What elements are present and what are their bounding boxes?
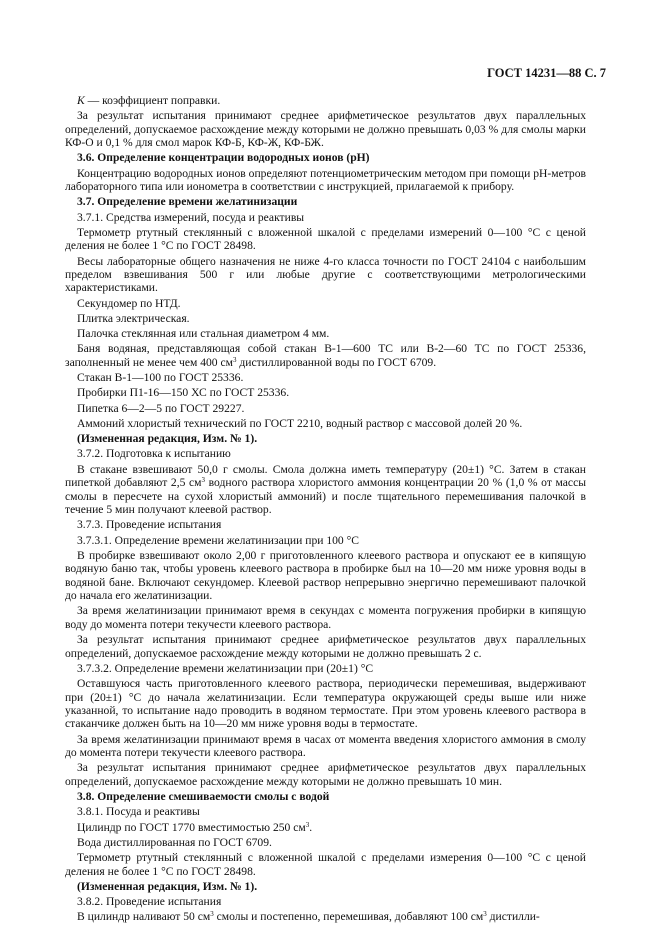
coefficient-text: — коэффициент поправки. (87, 94, 221, 107)
text-part: дистилли- (486, 910, 540, 924)
section-heading-3-7: 3.7. Определение времени желатинизации (77, 195, 298, 209)
paragraph (65, 910, 586, 923)
superscript: 3 (210, 910, 214, 919)
document-body (65, 94, 586, 926)
list-item: Плитка электрическая. (77, 311, 190, 325)
text-part: Цилиндр по ГОСТ 1770 вместимостью 250 см (77, 820, 306, 834)
paragraph (65, 463, 586, 517)
subsection-heading: 3.8.1. Посуда и реактивы (77, 805, 200, 819)
paragraph: Термометр ртутный стеклянный с вложенной шкалой с пределами измерения 0—100 °С с ценой деления не более 1 °С по ГОСТ 28498. (65, 851, 586, 878)
text-part: В стакане взвешивают 50,0 г смолы. Смола должна иметь температуру (20±1) °С. Затем в стакан пипеткой добавляют 2,5 см (65, 462, 586, 490)
paragraph: Оставшуюся часть приготовленного клеевого раствора, периодически перемешивая, выдерживают при (20±1) °С до начала желатинизации. Если температура окружающей среды выше или ниже указанной, то испытание надо проводить в водяном термостате. При этом уровень клеевого раствора в стаканчике должен быть на 10—20 мм ниже уровня воды в термостате. (65, 677, 586, 731)
subsection-heading: 3.7.1. Средства измерений, посуда и реактивы (77, 210, 305, 224)
superscript: 3 (232, 355, 237, 364)
subsection-heading: 3.7.3. Проведение испытания (77, 518, 222, 532)
list-item: Вода дистиллированная по ГОСТ 6709. (77, 835, 272, 849)
paragraph: За время желатинизации принимают время в часах от момента введения хлористого аммония в смолу до момента потери текучести клеевого раствора. (65, 732, 586, 760)
section-heading-3-6: 3.6. Определение концентрации водородных ионов (рН) (77, 151, 370, 165)
text-part: смолы и постепенно, перемешивая, добавляют 100 см (213, 910, 484, 924)
text-part: В цилиндр наливают 50 см (77, 910, 211, 924)
list-item: Палочка стеклянная или стальная диаметром 4 мм. (77, 327, 330, 341)
variable-k: K (77, 94, 85, 107)
text-part: Баня водяная, представляющая собой стакан В-1—600 ТС или В-2—60 ТС по ГОСТ 25336, заполненный не менее чем 400 см (65, 342, 586, 369)
text-part: водного раствора хлористого аммония концентрации 20 % (1,0 % от массы смолы в пересчете на сухой хлористый аммоний) и после тщательного перемешивания палочкой в течение 5 мин получают клеевой раствор. (65, 476, 587, 517)
subsection-heading: 3.7.2. Подготовка к испытанию (77, 447, 231, 461)
section-heading-3-8: 3.8. Определение смешиваемости смолы с водой (77, 790, 330, 804)
subsection-heading: 3.8.2. Проведение испытания (77, 895, 222, 909)
superscript: 3 (201, 476, 206, 485)
paragraph: За время желатинизации принимают время в секундах с момента погружения пробирки в кипящую воду до момента потери текучести клеевого раствора. (65, 604, 586, 631)
list-item (65, 821, 586, 834)
paragraph: Весы лабораторные общего назначения не ниже 4-го класса точности по ГОСТ 24104 с наибольшим пределом взвешивания 500 г или любые другие с соответствующими метрологическими характеристиками. (65, 254, 586, 295)
text-part: дистиллированной воды по ГОСТ 6709. (236, 355, 437, 369)
list-item: Пробирки П1-16—150 ХС по ГОСТ 25336. (77, 386, 290, 400)
paragraph: Концентрацию водородных ионов определяют потенциометрическим методом при помощи рН-метров лабораторного типа или ионометра в соответствии с инструкцией, прилагаемой к прибору. (65, 166, 586, 194)
paragraph: За результат испытания принимают среднее арифметическое результатов двух параллельных определений, допускаемое расхождение между которыми не должно превышать 2 с. (65, 633, 586, 660)
text-part: . (309, 820, 313, 834)
paragraph-coefficient (65, 94, 586, 107)
list-item: Пипетка 6—2—5 по ГОСТ 29227. (77, 401, 245, 415)
paragraph: Термометр ртутный стеклянный с вложенной шкалой с пределами измерений 0—100 °С с ценой деления не более 1 °С по ГОСТ 28498. (65, 225, 586, 253)
paragraph (65, 342, 586, 369)
list-item: Аммоний хлористый технический по ГОСТ 2210, водный раствор с массовой долей 20 %. (77, 416, 523, 430)
revision-note: (Измененная редакция, Изм. № 1). (77, 432, 258, 446)
page-header: ГОСТ 14231—88 С. 7 (487, 66, 606, 80)
list-item: Стакан В-1—100 по ГОСТ 25336. (77, 371, 244, 385)
list-item: Секундомер по НТД. (77, 296, 181, 310)
paragraph: В пробирке взвешивают около 2,00 г приготовленного клеевого раствора и опускают ее в кипящую водяную баню так, чтобы уровень клеевого раствора в пробирке был на 10—20 мм ниже уровня воды в водяной бане. Включают секундомер. Клеевой раствор непрерывно энергично перемешивают палочкой до начала его желатинизации. (65, 548, 586, 603)
subsection-heading: 3.7.3.2. Определение времени желатинизации при (20±1) °С (77, 661, 374, 675)
superscript: 3 (483, 910, 487, 919)
paragraph: За результат испытания принимают среднее арифметическое результатов двух параллельных определений, допускаемое расхождение между которыми не должно превышать 10 мин. (65, 761, 586, 788)
subsection-heading: 3.7.3.1. Определение времени желатинизации при 100 °С (77, 533, 359, 547)
revision-note: (Измененная редакция, Изм. № 1). (77, 879, 258, 893)
paragraph: За результат испытания принимают среднее арифметическое результатов двух параллельных определений, допускаемое расхождение между которыми не должно превышать 0,03 % для смолы марки КФ-О и 0,1 % для смол марок КФ-Б, КФ-Ж, КФ-БЖ. (65, 109, 586, 150)
superscript: 3 (305, 820, 310, 829)
